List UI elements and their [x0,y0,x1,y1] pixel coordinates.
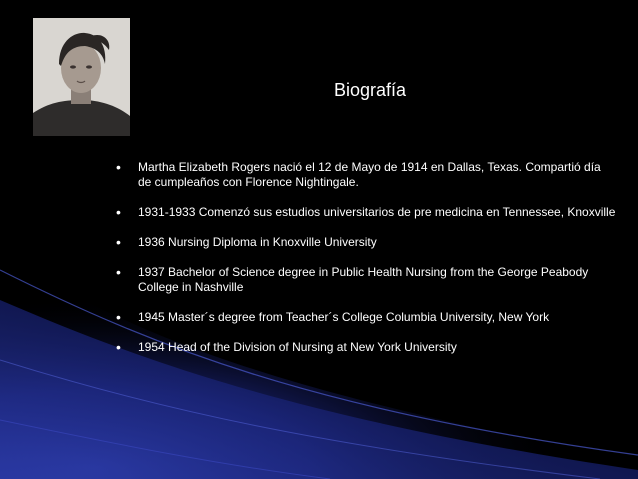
bullet-text: 1954 Head of the Division of Nursing at New York University [138,340,457,354]
bullet-icon: • [116,234,121,250]
bullet-item [116,265,616,295]
bullet-icon: • [116,264,121,280]
bullet-icon: • [116,159,121,175]
bullet-text: 1945 Master´s degree from Teacher´s College Columbia University, New York [138,310,550,324]
bullet-item [116,235,616,250]
bullet-icon: • [116,339,121,355]
bullet-text: 1931-1933 Comenzó sus estudios universitarios de pre medicina en Tennessee, Knoxville [138,205,616,219]
bullet-text: Martha Elizabeth Rogers nació el 12 de Mayo de 1914 en Dallas, Texas. Compartió día de cumpleaños con Florence Nightingale. [138,160,601,189]
bullet-text: 1936 Nursing Diploma in Knoxville University [138,235,377,249]
bullet-icon: • [116,204,121,220]
portrait-photo [33,18,130,136]
portrait-image [33,18,130,136]
bullet-item [116,310,616,325]
bullet-item [116,340,616,355]
slide-title: Biografía [333,80,407,100]
bullet-item [116,160,616,190]
bullet-list [116,160,616,370]
bullet-text: 1937 Bachelor of Science degree in Public Health Nursing from the George Peabody College in Nashville [138,265,589,294]
bullet-icon: • [116,309,121,325]
bullet-item [116,205,616,220]
